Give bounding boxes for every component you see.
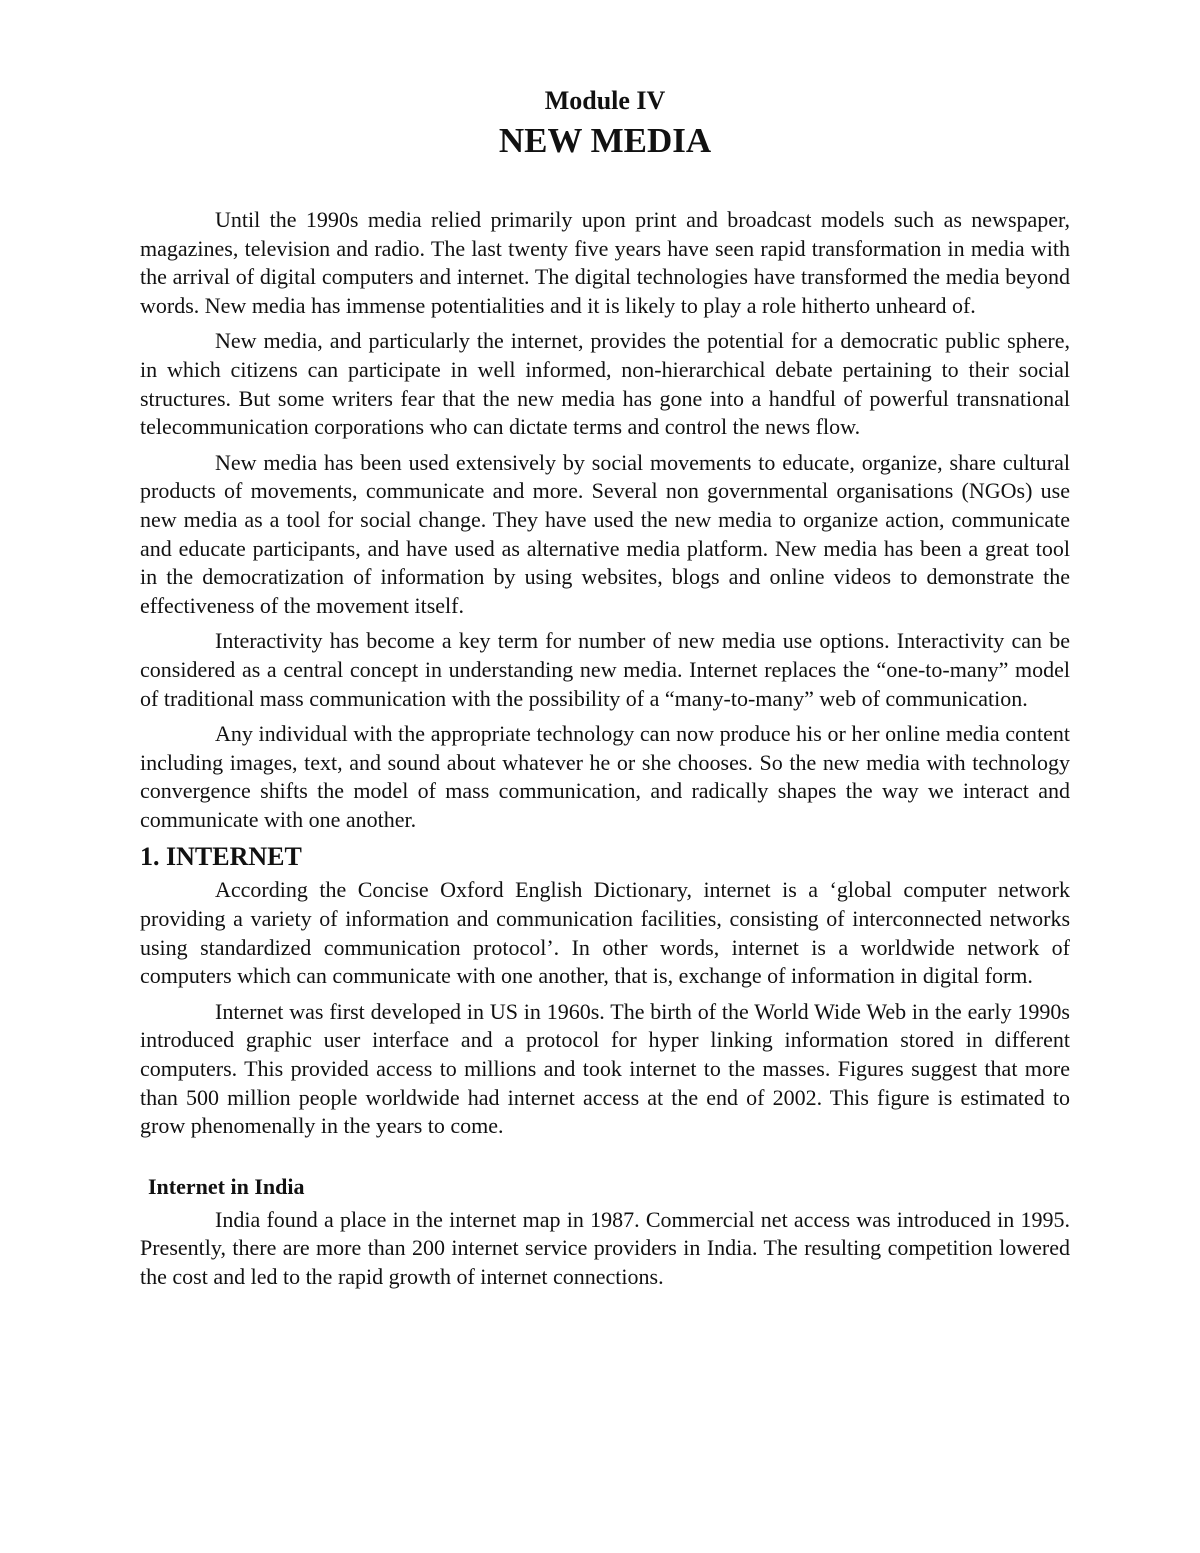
module-label: Module IV [544, 86, 666, 115]
intro-section [140, 206, 1070, 834]
internet-section-heading: 1. INTERNET [140, 842, 302, 872]
document-page [140, 84, 1070, 1299]
intro-paragraph: New media has been used extensively by social movements to educate, organize, share cultural products of movements, communicate and more. Several non governmental organisations (NGOs) use new media as a tool for social change. They have used the new media to organize action, communicate and educate participants, and have used as alternative media platform. New media has been a great tool in the democratization of information by using websites, blogs and online videos to demonstrate the effectiveness of the movement itself. [140, 449, 1070, 618]
internet-in-india-paragraph: India found a place in the internet map in 1987. Commercial net access was introduced in 1995. Presently, there are more than 200 internet service providers in India. The resulting competition lowered the cost and led to the rapid growth of internet connections. [140, 1206, 1070, 1289]
internet-section [140, 841, 1070, 1140]
internet-paragraph: According the Concise Oxford English Dictionary, internet is a ‘global computer network providing a variety of information and communication facilities, consisting of interconnected networks using standardized communication protocol’. In other words, internet is a worldwide network of computers which can communicate with one another, that is, exchange of information in digital form. [140, 877, 1070, 989]
internet-in-india-heading: Internet in India [148, 1173, 305, 1199]
page-title: NEW MEDIA [498, 121, 712, 160]
intro-paragraph: Any individual with the appropriate technology can now produce his or her online media content including images, text, and sound about whatever he or she chooses. So the new media with technology convergence shifts the model of mass communication, and radically shapes the way we interact and communicate with one another. [140, 721, 1070, 832]
intro-paragraph: New media, and particularly the internet, provides the potential for a democratic public sphere, in which citizens can participate in well informed, non-hierarchical debate pertaining to their social structures. But some writers fear that the new media has gone into a handful of powerful transnational telecommunication corporations who can dictate terms and control the news flow. [140, 328, 1070, 440]
intro-paragraph: Interactivity has become a key term for number of new media use options. Interactivity can be considered as a central concept in understanding new media. Internet replaces the “one-to-many” model of traditional mass communication with the possibility of a “many-to-many” web of communication. [140, 628, 1070, 711]
intro-paragraph: Until the 1990s media relied primarily upon print and broadcast models such as newspaper, magazines, television and radio. The last twenty five years have seen rapid transformation in media with the arrival of digital computers and internet. The digital technologies have transformed the media beyond words. New media has immense potentialities and it is likely to play a role hitherto unheard of. [140, 207, 1070, 318]
internet-paragraph: Internet was first developed in US in 1960s. The birth of the World Wide Web in the early 1990s introduced graphic user interface and a protocol for hyper linking information stored in different computers. This provided access to millions and took internet to the masses. Figures suggest that more than 500 million people worldwide had internet access at the end of 2002. This figure is estimated to grow phenomenally in the years to come. [140, 998, 1070, 1139]
internet-in-india-section [140, 1173, 1070, 1292]
